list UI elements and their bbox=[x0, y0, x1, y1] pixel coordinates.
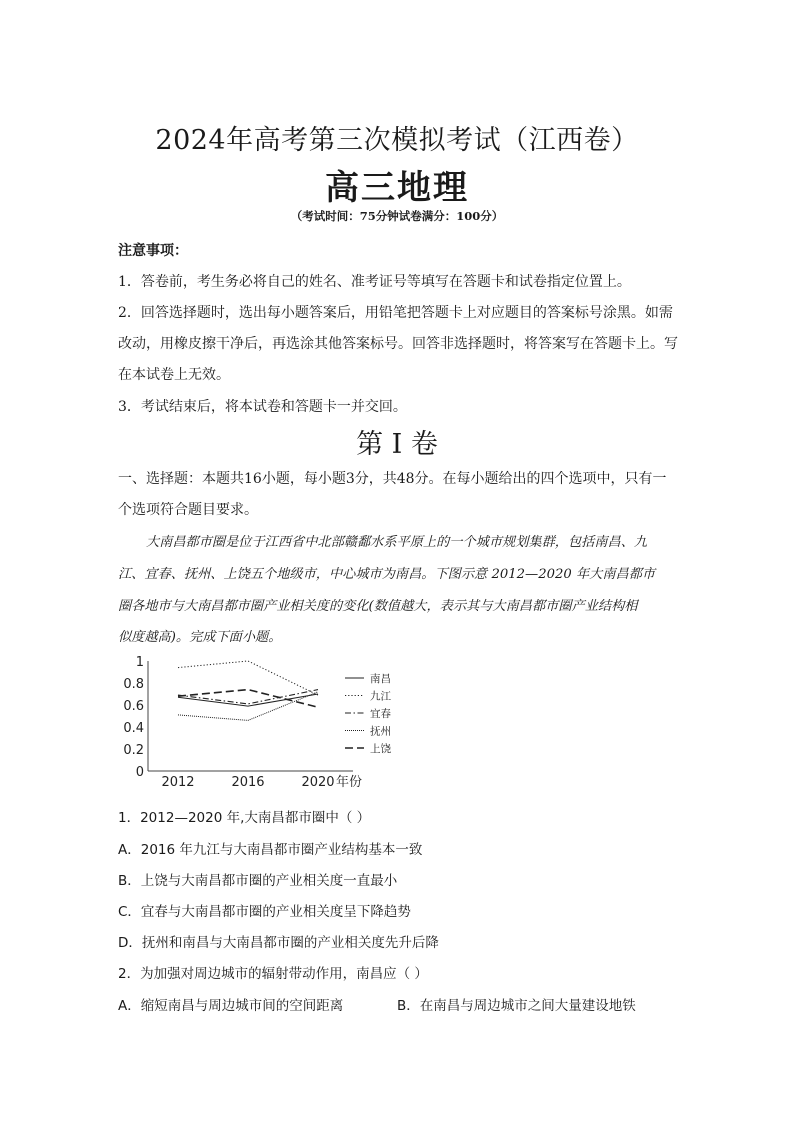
subject-title: 高三地理 bbox=[325, 168, 469, 208]
notice-line-2b: 改动，用橡皮擦干净后，再选涂其他答案标号。回答非选择题时，将答案写在答题卡上。写 bbox=[118, 336, 678, 352]
question-2: 2．为加强对周边城市的辐射带动作用，南昌应（ ） bbox=[118, 966, 428, 982]
notice-line-2c: 在本试卷上无效。 bbox=[118, 367, 230, 383]
series-line-1 bbox=[178, 694, 318, 706]
series-line-2 bbox=[178, 661, 318, 695]
y-tick-label: 0.2 bbox=[123, 743, 144, 758]
passage-line-2: 江、宜春、抚州、上饶五个地级市，中心城市为南昌。下图示意 2012—2020 年大南昌都市 bbox=[118, 567, 656, 582]
industry-correlation-chart bbox=[108, 648, 428, 788]
y-tick-label: 0.8 bbox=[123, 677, 144, 692]
x-axis-unit-label: 年份 bbox=[336, 775, 363, 788]
notice-heading: 注意事项： bbox=[118, 243, 188, 259]
question-2-option-a: A．缩短南昌与周边城市间的空间距离 bbox=[118, 998, 344, 1014]
x-tick-label: 2016 bbox=[231, 775, 265, 788]
section-title: 第 I 卷 bbox=[356, 429, 438, 460]
section-instruction-b: 个选项符合题目要求。 bbox=[118, 502, 258, 518]
legend-label-3: 宜春 bbox=[370, 708, 391, 720]
notice-line-2a: 2．回答选择题时，选出每小题答案后，用铅笔把答题卡上对应题目的答案标号涂黑。如需 bbox=[118, 305, 673, 321]
passage-line-4: 似度越高)。完成下面小题。 bbox=[118, 630, 282, 645]
series-line-5 bbox=[178, 690, 318, 708]
question-1-option-b: B．上饶与大南昌都市圈的产业相关度一直最小 bbox=[118, 873, 398, 889]
notice-line-3: 3．考试结束后，将本试卷和答题卡一并交回。 bbox=[118, 399, 407, 415]
exam-title: 2024年高考第三次模拟考试（江西卷） bbox=[155, 125, 639, 156]
y-tick-label: 0 bbox=[135, 765, 144, 780]
question-2-option-b: B．在南昌与周边城市之间大量建设地铁 bbox=[397, 998, 636, 1014]
question-1-option-c: C．宜春与大南昌都市圈的产业相关度呈下降趋势 bbox=[118, 904, 411, 920]
legend-label-4: 抚州 bbox=[370, 725, 391, 738]
x-tick-label: 2020 bbox=[301, 775, 335, 788]
question-1-option-a: A．2016 年九江与大南昌都市圈产业结构基本一致 bbox=[118, 842, 423, 858]
notice-line-1: 1．答卷前，考生务必将自己的姓名、准考证号等填写在答题卡和试卷指定位置上。 bbox=[118, 274, 631, 290]
y-tick-label: 0.6 bbox=[123, 699, 144, 714]
passage-line-3: 圈各地市与大南昌都市圈产业相关度的变化(数值越大，表示其与大南昌都市圈产业结构相 bbox=[118, 599, 638, 614]
exam-info: （考试时间：75分钟试卷满分：100分） bbox=[290, 209, 504, 223]
section-instruction-a: 一、选择题：本题共16小题，每小题3分，共48分。在每小题给出的四个选项中，只有一 bbox=[118, 471, 667, 487]
chart-legend bbox=[345, 672, 391, 755]
legend-label-1: 南昌 bbox=[370, 673, 391, 685]
question-1-option-d: D．抚州和南昌与大南昌都市圈的产业相关度先升后降 bbox=[118, 935, 439, 951]
legend-label-5: 上饶 bbox=[370, 743, 391, 755]
chart-axes bbox=[123, 655, 362, 788]
legend-label-2: 九江 bbox=[370, 690, 391, 703]
passage-line-1: 大南昌都市圈是位于江西省中北部赣鄱水系平原上的一个城市规划集群，包括南昌、九 bbox=[146, 535, 648, 550]
question-1: 1．2012—2020 年,大南昌都市圈中（ ） bbox=[118, 810, 371, 826]
y-tick-label: 1 bbox=[135, 655, 144, 670]
x-tick-label: 2012 bbox=[161, 775, 195, 788]
y-tick-label: 0.4 bbox=[123, 721, 144, 736]
chart-series bbox=[178, 661, 318, 720]
